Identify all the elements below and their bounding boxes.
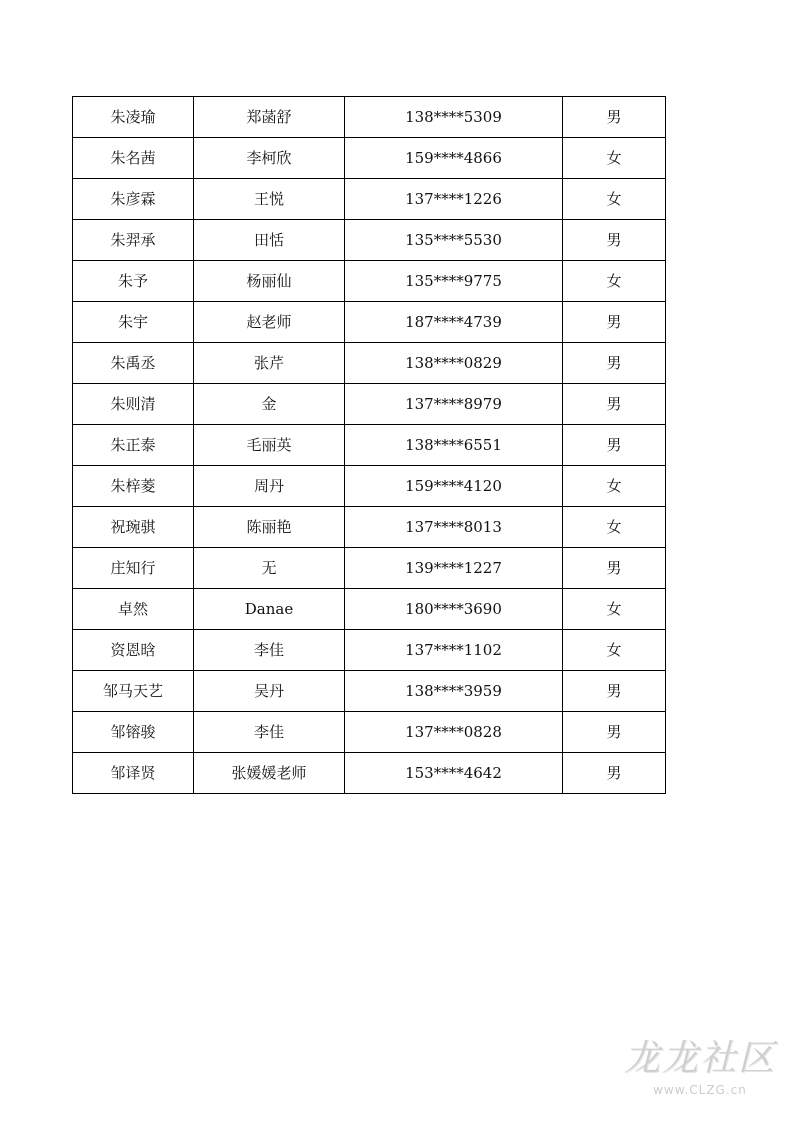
phone-cell: 137****8979 (345, 384, 563, 425)
contact-name-cell: 田恬 (194, 220, 345, 261)
contact-name-cell: 赵老师 (194, 302, 345, 343)
student-name-cell: 资恩晗 (73, 630, 194, 671)
table-body (73, 97, 666, 794)
table-row (73, 466, 666, 507)
student-name-cell: 朱凌瑜 (73, 97, 194, 138)
phone-cell: 137****0828 (345, 712, 563, 753)
student-name-cell: 朱予 (73, 261, 194, 302)
phone-cell: 135****5530 (345, 220, 563, 261)
phone-cell: 159****4866 (345, 138, 563, 179)
student-name-cell: 卓然 (73, 589, 194, 630)
gender-cell: 女 (563, 261, 666, 302)
gender-cell: 女 (563, 507, 666, 548)
watermark-url: www.CLZG.cn (653, 1083, 747, 1097)
phone-cell: 180****3690 (345, 589, 563, 630)
phone-cell: 153****4642 (345, 753, 563, 794)
watermark-text: 龙龙社区 (623, 1038, 776, 1079)
table-row (73, 302, 666, 343)
contact-name-cell: 李柯欣 (194, 138, 345, 179)
gender-cell: 女 (563, 138, 666, 179)
student-name-cell: 朱正泰 (73, 425, 194, 466)
table-row (73, 138, 666, 179)
student-name-cell: 祝琬骐 (73, 507, 194, 548)
student-contact-table (72, 96, 666, 794)
contact-name-cell: 杨丽仙 (194, 261, 345, 302)
phone-cell: 137****1226 (345, 179, 563, 220)
student-name-cell: 邹译贤 (73, 753, 194, 794)
phone-cell: 137****8013 (345, 507, 563, 548)
student-name-cell: 朱宇 (73, 302, 194, 343)
gender-cell: 男 (563, 712, 666, 753)
student-name-cell: 朱名茜 (73, 138, 194, 179)
gender-cell: 女 (563, 179, 666, 220)
table-row (73, 671, 666, 712)
table-row (73, 425, 666, 466)
student-name-cell: 邹镕骏 (73, 712, 194, 753)
table-row (73, 589, 666, 630)
student-name-cell: 邹马天艺 (73, 671, 194, 712)
gender-cell: 男 (563, 302, 666, 343)
phone-cell: 138****5309 (345, 97, 563, 138)
contact-name-cell: 张媛媛老师 (194, 753, 345, 794)
phone-cell: 138****6551 (345, 425, 563, 466)
contact-name-cell: 毛丽英 (194, 425, 345, 466)
table-row (73, 343, 666, 384)
gender-cell: 男 (563, 97, 666, 138)
contact-name-cell: Danae (194, 589, 345, 630)
contact-name-cell: 张芹 (194, 343, 345, 384)
contact-name-cell: 李佳 (194, 712, 345, 753)
student-name-cell: 朱禹丞 (73, 343, 194, 384)
contact-name-cell: 吴丹 (194, 671, 345, 712)
student-name-cell: 庄知行 (73, 548, 194, 589)
student-name-cell: 朱彦霖 (73, 179, 194, 220)
contact-name-cell: 陈丽艳 (194, 507, 345, 548)
student-name-cell: 朱则清 (73, 384, 194, 425)
phone-cell: 135****9775 (345, 261, 563, 302)
phone-cell: 138****3959 (345, 671, 563, 712)
gender-cell: 女 (563, 466, 666, 507)
gender-cell: 女 (563, 589, 666, 630)
table-row (73, 97, 666, 138)
contact-name-cell: 李佳 (194, 630, 345, 671)
table-row (73, 261, 666, 302)
phone-cell: 187****4739 (345, 302, 563, 343)
phone-cell: 139****1227 (345, 548, 563, 589)
contact-name-cell: 无 (194, 548, 345, 589)
phone-cell: 138****0829 (345, 343, 563, 384)
table-row (73, 753, 666, 794)
table-row (73, 712, 666, 753)
gender-cell: 男 (563, 671, 666, 712)
contact-name-cell: 王悦 (194, 179, 345, 220)
gender-cell: 男 (563, 220, 666, 261)
gender-cell: 男 (563, 384, 666, 425)
table-row (73, 220, 666, 261)
contact-name-cell: 郑菡舒 (194, 97, 345, 138)
table-row (73, 384, 666, 425)
phone-cell: 137****1102 (345, 630, 563, 671)
gender-cell: 男 (563, 343, 666, 384)
watermark-logo (620, 1037, 780, 1117)
gender-cell: 男 (563, 753, 666, 794)
contact-name-cell: 周丹 (194, 466, 345, 507)
student-name-cell: 朱羿承 (73, 220, 194, 261)
gender-cell: 男 (563, 548, 666, 589)
table-row (73, 548, 666, 589)
student-name-cell: 朱梓菱 (73, 466, 194, 507)
gender-cell: 女 (563, 630, 666, 671)
table-row (73, 179, 666, 220)
contact-name-cell: 金 (194, 384, 345, 425)
phone-cell: 159****4120 (345, 466, 563, 507)
table-row (73, 630, 666, 671)
table-row (73, 507, 666, 548)
gender-cell: 男 (563, 425, 666, 466)
